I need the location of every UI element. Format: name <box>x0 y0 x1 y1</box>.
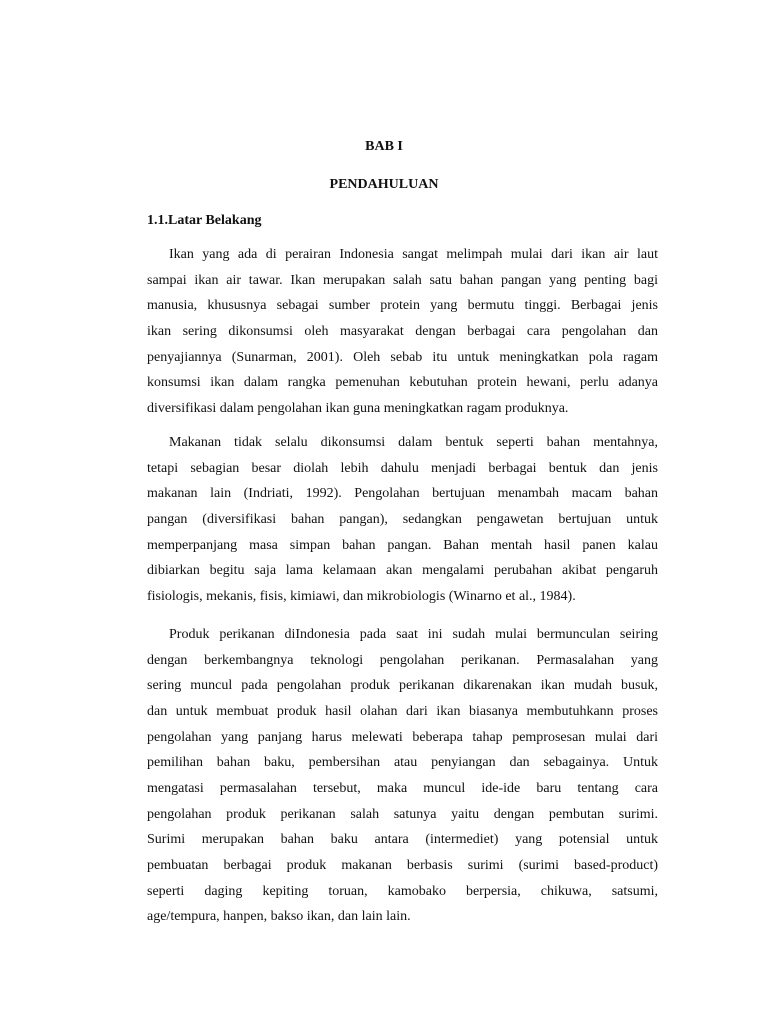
paragraph-line: konsumsi ikan dalam rangka pemenuhan kebutuhan protein hewani, perlu adanya <box>147 375 658 391</box>
paragraph-line: fisiologis, mekanis, fisis, kimiawi, dan mikrobiologis (Winarno et al., 1984). <box>147 588 576 604</box>
chapter-heading: BAB I <box>365 139 403 154</box>
paragraph-line: Surimi merupakan bahan baku antara (intermediet) yang potensial untuk <box>147 832 658 848</box>
paragraph-line: seperti daging kepiting toruan, kamobako berpersia, chikuwa, satsumi, <box>147 883 658 899</box>
paragraph-line: makanan lain (Indriati, 1992). Pengolahan bertujuan menambah macam bahan <box>147 486 658 502</box>
paragraph-line: pengolahan produk perikanan salah satunya yaitu dengan pembutan surimi. <box>147 806 658 822</box>
paragraph-line: diversifikasi dalam pengolahan ikan guna meningkatkan ragam produknya. <box>147 400 569 416</box>
paragraph-line: dibiarkan begitu saja lama kelamaan akan mengalami perubahan akibat pengaruh <box>147 563 658 579</box>
paragraph-line: pemilihan bahan baku, pembersihan atau penyiangan dan sebagainya. Untuk <box>147 755 658 771</box>
paragraph-line: sering muncul pada pengolahan produk perikanan dikarenakan ikan mudah busuk, <box>147 678 658 694</box>
chapter-title: PENDAHULUAN <box>329 177 439 192</box>
paragraph-1 <box>147 242 658 422</box>
paragraph-line: pangan (diversifikasi bahan pangan), sedangkan pengawetan bertujuan untuk <box>147 511 658 527</box>
section-heading: 1.1.Latar Belakang <box>147 213 262 228</box>
paragraph-3 <box>147 622 658 930</box>
paragraph-line: pengolahan yang panjang harus melewati beberapa tahap pemprosesan mulai dari <box>147 729 658 745</box>
paragraph-line: dan untuk membuat produk hasil olahan dari ikan biasanya membutuhkann proses <box>147 703 658 719</box>
paragraph-line: tetapi sebagian besar diolah lebih dahulu menjadi berbagai bentuk dan jenis <box>147 460 658 476</box>
paragraph-line: age/tempura, hanpen, bakso ikan, dan lain lain. <box>147 909 411 925</box>
paragraph-line: dengan berkembangnya teknologi pengolahan perikanan. Permasalahan yang <box>147 652 658 668</box>
paragraph-line: memperpanjang masa simpan bahan pangan. Bahan mentah hasil panen kalau <box>147 537 658 553</box>
paragraph-line: ikan sering dikonsumsi oleh masyarakat dengan berbagai cara pengolahan dan <box>147 323 658 339</box>
paragraph-2 <box>147 430 658 610</box>
paragraph-line: penyajiannya (Sunarman, 2001). Oleh sebab itu untuk meningkatkan pola ragam <box>147 349 658 365</box>
paragraph-line: Produk perikanan diIndonesia pada saat ini sudah mulai bermunculan seiring <box>169 627 658 642</box>
paragraph-line: pembuatan berbagai produk makanan berbasis surimi (surimi based-product) <box>147 857 658 873</box>
paragraph-line: manusia, khususnya sebagai sumber protein yang bermutu tinggi. Berbagai jenis <box>147 298 658 314</box>
paragraph-line: Makanan tidak selalu dikonsumsi dalam bentuk seperti bahan mentahnya, <box>169 435 658 450</box>
paragraph-line: Ikan yang ada di perairan Indonesia sangat melimpah mulai dari ikan air laut <box>169 247 658 262</box>
paragraph-line: mengatasi permasalahan tersebut, maka muncul ide-ide baru tentang cara <box>147 780 658 796</box>
paragraph-line: sampai ikan air tawar. Ikan merupakan salah satu bahan pangan yang penting bagi <box>147 272 658 288</box>
